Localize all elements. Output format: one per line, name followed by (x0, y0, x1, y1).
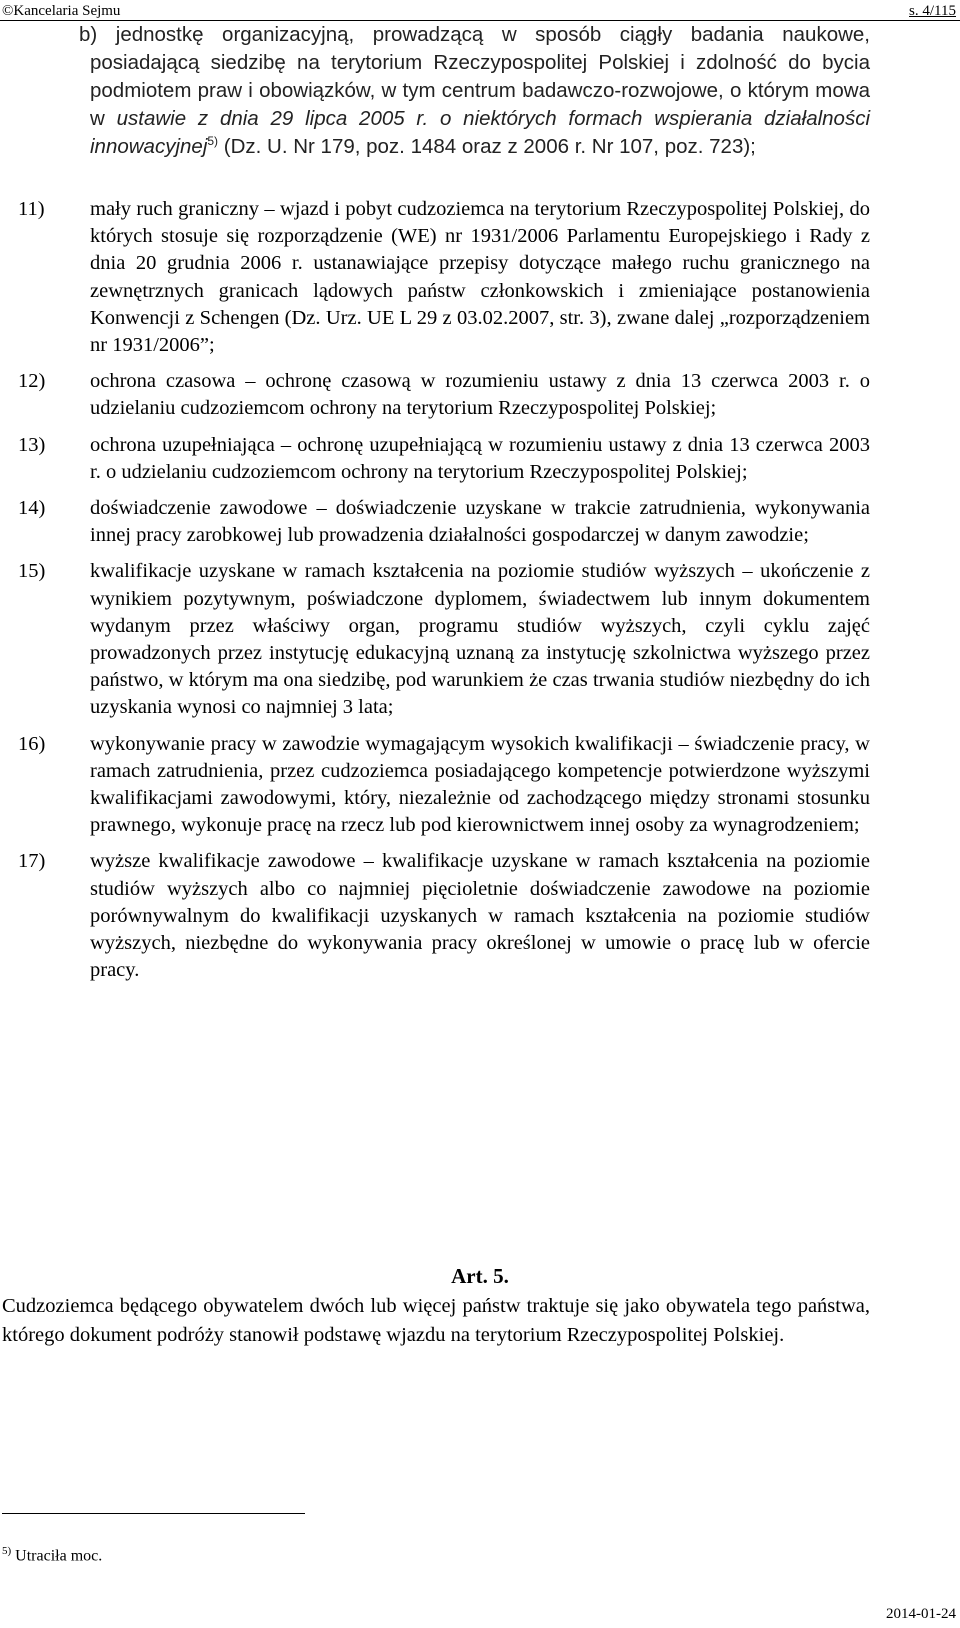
paragraph-b-citation: (Dz. U. Nr 179, poz. 1484 oraz z 2006 r. Nr 107, poz. 723); (218, 135, 756, 158)
paragraph-b-text: b) jednostkę organizacyjną, prowadzącą w sposób ciągły badania naukowe, posiadającą siedzibę na terytorium Rzeczypospolitej Polskiej i zdolność do bycia podmiotem praw i obowiązków, w tym centrum badawczo-rozwojowe, o którym mowa w (79, 23, 870, 130)
item-number: 16) (18, 732, 46, 755)
item-text: wykonywanie pracy w zawodzie wymagającym wysokich kwalifikacji – świadczenie pracy, w ramach zatrudnienia, przez cudzoziemca posiadającego kompetencje potwierdzone wyższymi kwalifikacjami zawodowymi, który, niezależnie od zachodzącego między stronami stosunku prawnego, wykonuje pracę na rzecz lub pod kierownictwem innej osoby za wynagrodzeniem; (90, 732, 870, 837)
paragraph-b (79, 21, 871, 161)
item-number: 11) (18, 198, 45, 220)
article-title: Art. 5. (451, 1264, 509, 1288)
footnote-divider (2, 1513, 305, 1514)
item-text: ochrona uzupełniająca – ochronę uzupełniającą w rozumieniu ustawy z dnia 13 czerwca 2003 r. o udzielaniu cudzoziemcom ochrony na terytorium Rzeczypospolitej Polskiej; (90, 433, 870, 483)
item-text: doświadczenie zawodowe – doświadczenie uzyskane w trakcie zatrudnienia, wykonywania innej pracy zarobkowej lub prowadzenia działalności gospodarczej w danym zawodzie; (90, 497, 870, 547)
list-item (18, 368, 870, 422)
list-item (18, 558, 870, 721)
list-item (18, 432, 870, 486)
document-date: 2014-01-24 (886, 1606, 956, 1622)
item-number: 13) (18, 433, 46, 456)
item-text: mały ruch graniczny – wjazd i pobyt cudzoziemca na terytorium Rzeczypospolitej Polskiej, do których stosuje się rozporządzenie (WE) nr 1931/2006 Parlamentu Europejskiego i Rady z dnia 20 grudnia 2006 r. ustanawiające przepisy dotyczące małego ruchu granicznego na zewnętrznych granicach lądowych państw członkowskich i zmieniające postanowienia Konwencji z Schengen (Dz. Urz. UE L 29 z 03.02.2007, str. 3), zwane dalej „rozporządzeniem nr 1931/2006”; (90, 198, 870, 357)
item-text: ochrona czasowa – ochronę czasową w rozumieniu ustawy z dnia 13 czerwca 2003 r. o udzielaniu cudzoziemcom ochrony na terytorium Rzeczypospolitej Polskiej; (90, 370, 870, 420)
list-item (18, 731, 870, 840)
item-number: 15) (18, 560, 46, 583)
article-text: Cudzoziemca będącego obywatelem dwóch lub więcej państw traktuje się jako obywatela tego państwa, którego dokument podróży stanowił podstawę wjazdu na terytorium Rzeczypospolitej Polskiej. (2, 1295, 870, 1346)
item-number: 12) (18, 370, 46, 393)
item-text: wyższe kwalifikacje zawodowe – kwalifikacje uzyskane w ramach kształcenia na poziomie studiów wyższych albo co najmniej pięcioletnie doświadczenie zawodowe na poziomie porównywalnym do kwalifikacji uzyskanych w ramach kształcenia na poziomie studiów wyższych, niezbędne do wykonywania pracy określonej w umowie o pracę lub w ofercie pracy. (90, 850, 870, 982)
paragraph-b-act-title: ustawie z dnia 29 lipca 2005 r. o niektórych formach wspierania działalności innowacyjnej (90, 107, 871, 158)
item-number: 14) (18, 497, 46, 520)
item-number: 17) (18, 850, 46, 873)
footnote (2, 1540, 102, 1567)
list-item (18, 196, 870, 359)
footnote-text: Utraciła moc. (11, 1547, 103, 1565)
definitions-list (18, 196, 870, 993)
page-number: s. 4/115 (909, 3, 956, 19)
item-text: kwalifikacje uzyskane w ramach kształcenia na poziomie studiów wyższych – ukończenie z wynikiem pozytywnym, poświadczone dyplomem, świadectwem lub innym dokumentem wydanym przez właściwy organ, programu studiów wyższych, czyli cyklu zajęć prowadzonych przez instytucję edukacyjną uznaną za instytucję szkolnictwa wyższego przez państwo, w którym ma ona siedzibę, pod warunkiem że czas trwania studiów niezbędny do ich uzyskania wynosi co najmniej 3 lata; (90, 560, 870, 719)
footnote-reference[interactable]: 5) (207, 134, 219, 149)
footnote-marker: 5) (2, 1545, 12, 1557)
list-item (18, 495, 870, 549)
list-item (18, 848, 870, 984)
header-source: ©Kancelaria Sejmu (2, 3, 121, 19)
